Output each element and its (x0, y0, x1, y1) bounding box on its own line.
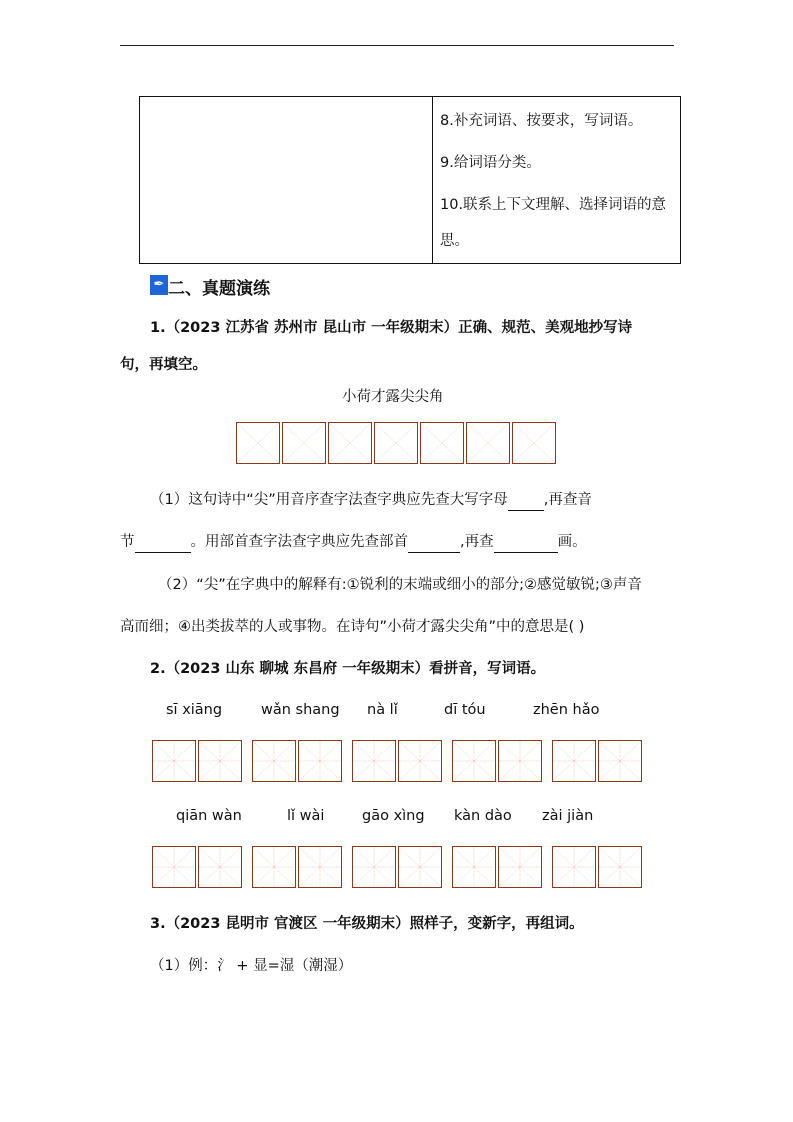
pinyin-label: sī xiāng (166, 702, 223, 718)
writing-cell[interactable] (298, 740, 342, 782)
pinyin-label: lǐ wài (287, 808, 325, 824)
writing-cell[interactable] (352, 846, 396, 888)
summary-item: 思。 (440, 233, 469, 249)
q1-sub1-text-a: （1）这句诗中“尖”用音序查字法查字典应先查大写字母 (150, 492, 508, 508)
answer-blank-strokes[interactable] (494, 532, 558, 553)
writing-cell[interactable] (298, 846, 342, 888)
header-rule (120, 45, 674, 46)
writing-cell[interactable] (512, 422, 556, 464)
word-grid[interactable] (252, 740, 344, 782)
word-grid[interactable] (252, 846, 344, 888)
q1-title: 1.（2023 江苏省 苏州市 昆山市 一年级期末）正确、规范、美观地抄写诗 (150, 320, 633, 336)
answer-blank-syllable[interactable] (135, 532, 191, 553)
writing-cell[interactable] (552, 846, 596, 888)
writing-cell[interactable] (198, 846, 242, 888)
q3-example: （1）例：氵 + 显=湿（潮湿） (150, 958, 353, 974)
pinyin-label: qiān wàn (176, 808, 242, 824)
table-divider (432, 97, 433, 263)
poem-line: 小荷才露尖尖角 (342, 389, 444, 405)
pinyin-label: zhēn hǎo (533, 702, 600, 718)
q1-sub2-line1: （2）“尖”在字典中的解释有:①锐利的末端或细小的部分;②感觉敏锐;③声音 (158, 577, 642, 593)
writing-cell[interactable] (498, 846, 542, 888)
section-title: 二、真题演练 (168, 279, 270, 299)
q1-sub1-text-b: ,再查音 (543, 492, 592, 508)
pinyin-label: kàn dào (454, 808, 512, 824)
q1-sub1-line2 (120, 532, 587, 553)
pinyin-label: wǎn shang (261, 702, 340, 718)
writing-cell[interactable] (452, 740, 496, 782)
writing-cell[interactable] (282, 422, 326, 464)
q1-sub1-text-e: ,再查 (460, 534, 494, 550)
word-grid[interactable] (452, 740, 544, 782)
pen-icon: ✒ (150, 275, 168, 295)
writing-cell[interactable] (152, 846, 196, 888)
word-grid[interactable] (552, 846, 644, 888)
q3-title: 3.（2023 昆明市 官渡区 一年级期末）照样子，变新字，再组词。 (150, 916, 584, 932)
word-grid[interactable] (152, 846, 244, 888)
writing-cell[interactable] (352, 740, 396, 782)
writing-cell[interactable] (152, 740, 196, 782)
writing-cell[interactable] (598, 846, 642, 888)
writing-cell[interactable] (328, 422, 372, 464)
summary-table (139, 96, 681, 264)
writing-cell[interactable] (398, 846, 442, 888)
writing-cell[interactable] (552, 740, 596, 782)
q1-sub1-text-c: 节 (120, 534, 135, 550)
word-grid[interactable] (552, 740, 644, 782)
writing-cell[interactable] (398, 740, 442, 782)
q1-sub1-line1 (150, 490, 592, 511)
summary-item: 8.补充词语、按要求，写词语。 (440, 113, 643, 129)
writing-cell[interactable] (236, 422, 280, 464)
pinyin-label: zài jiàn (542, 808, 594, 824)
writing-cell[interactable] (598, 740, 642, 782)
writing-cell[interactable] (198, 740, 242, 782)
copy-grid (236, 422, 558, 464)
writing-cell[interactable] (252, 846, 296, 888)
word-grid[interactable] (352, 846, 444, 888)
word-grid[interactable] (152, 740, 244, 782)
answer-blank-radical[interactable] (408, 532, 460, 553)
writing-cell[interactable] (420, 422, 464, 464)
writing-cell[interactable] (252, 740, 296, 782)
q1-title-cont: 句，再填空。 (120, 357, 207, 373)
pinyin-label: nà lǐ (367, 702, 398, 718)
writing-cell[interactable] (466, 422, 510, 464)
writing-cell[interactable] (452, 846, 496, 888)
q2-title: 2.（2023 山东 聊城 东昌府 一年级期末）看拼音，写词语。 (150, 661, 546, 677)
q1-sub2-line2: 高而细；④出类拔萃的人或事物。在诗句”小荷才露尖尖角”中的意思是( ) (120, 619, 585, 635)
word-grid[interactable] (452, 846, 544, 888)
q1-sub1-text-d: 。用部首查字法查字典应先查部首 (190, 534, 408, 550)
summary-item: 9.给词语分类。 (440, 155, 541, 171)
word-grid[interactable] (352, 740, 444, 782)
answer-blank-letter[interactable] (508, 490, 544, 511)
pinyin-label: dī tóu (444, 702, 486, 718)
pinyin-label: gāo xìng (362, 808, 425, 824)
q1-sub1-text-f: 画。 (557, 534, 587, 550)
writing-cell[interactable] (374, 422, 418, 464)
summary-item: 10.联系上下文理解、选择词语的意 (440, 197, 667, 213)
writing-cell[interactable] (498, 740, 542, 782)
